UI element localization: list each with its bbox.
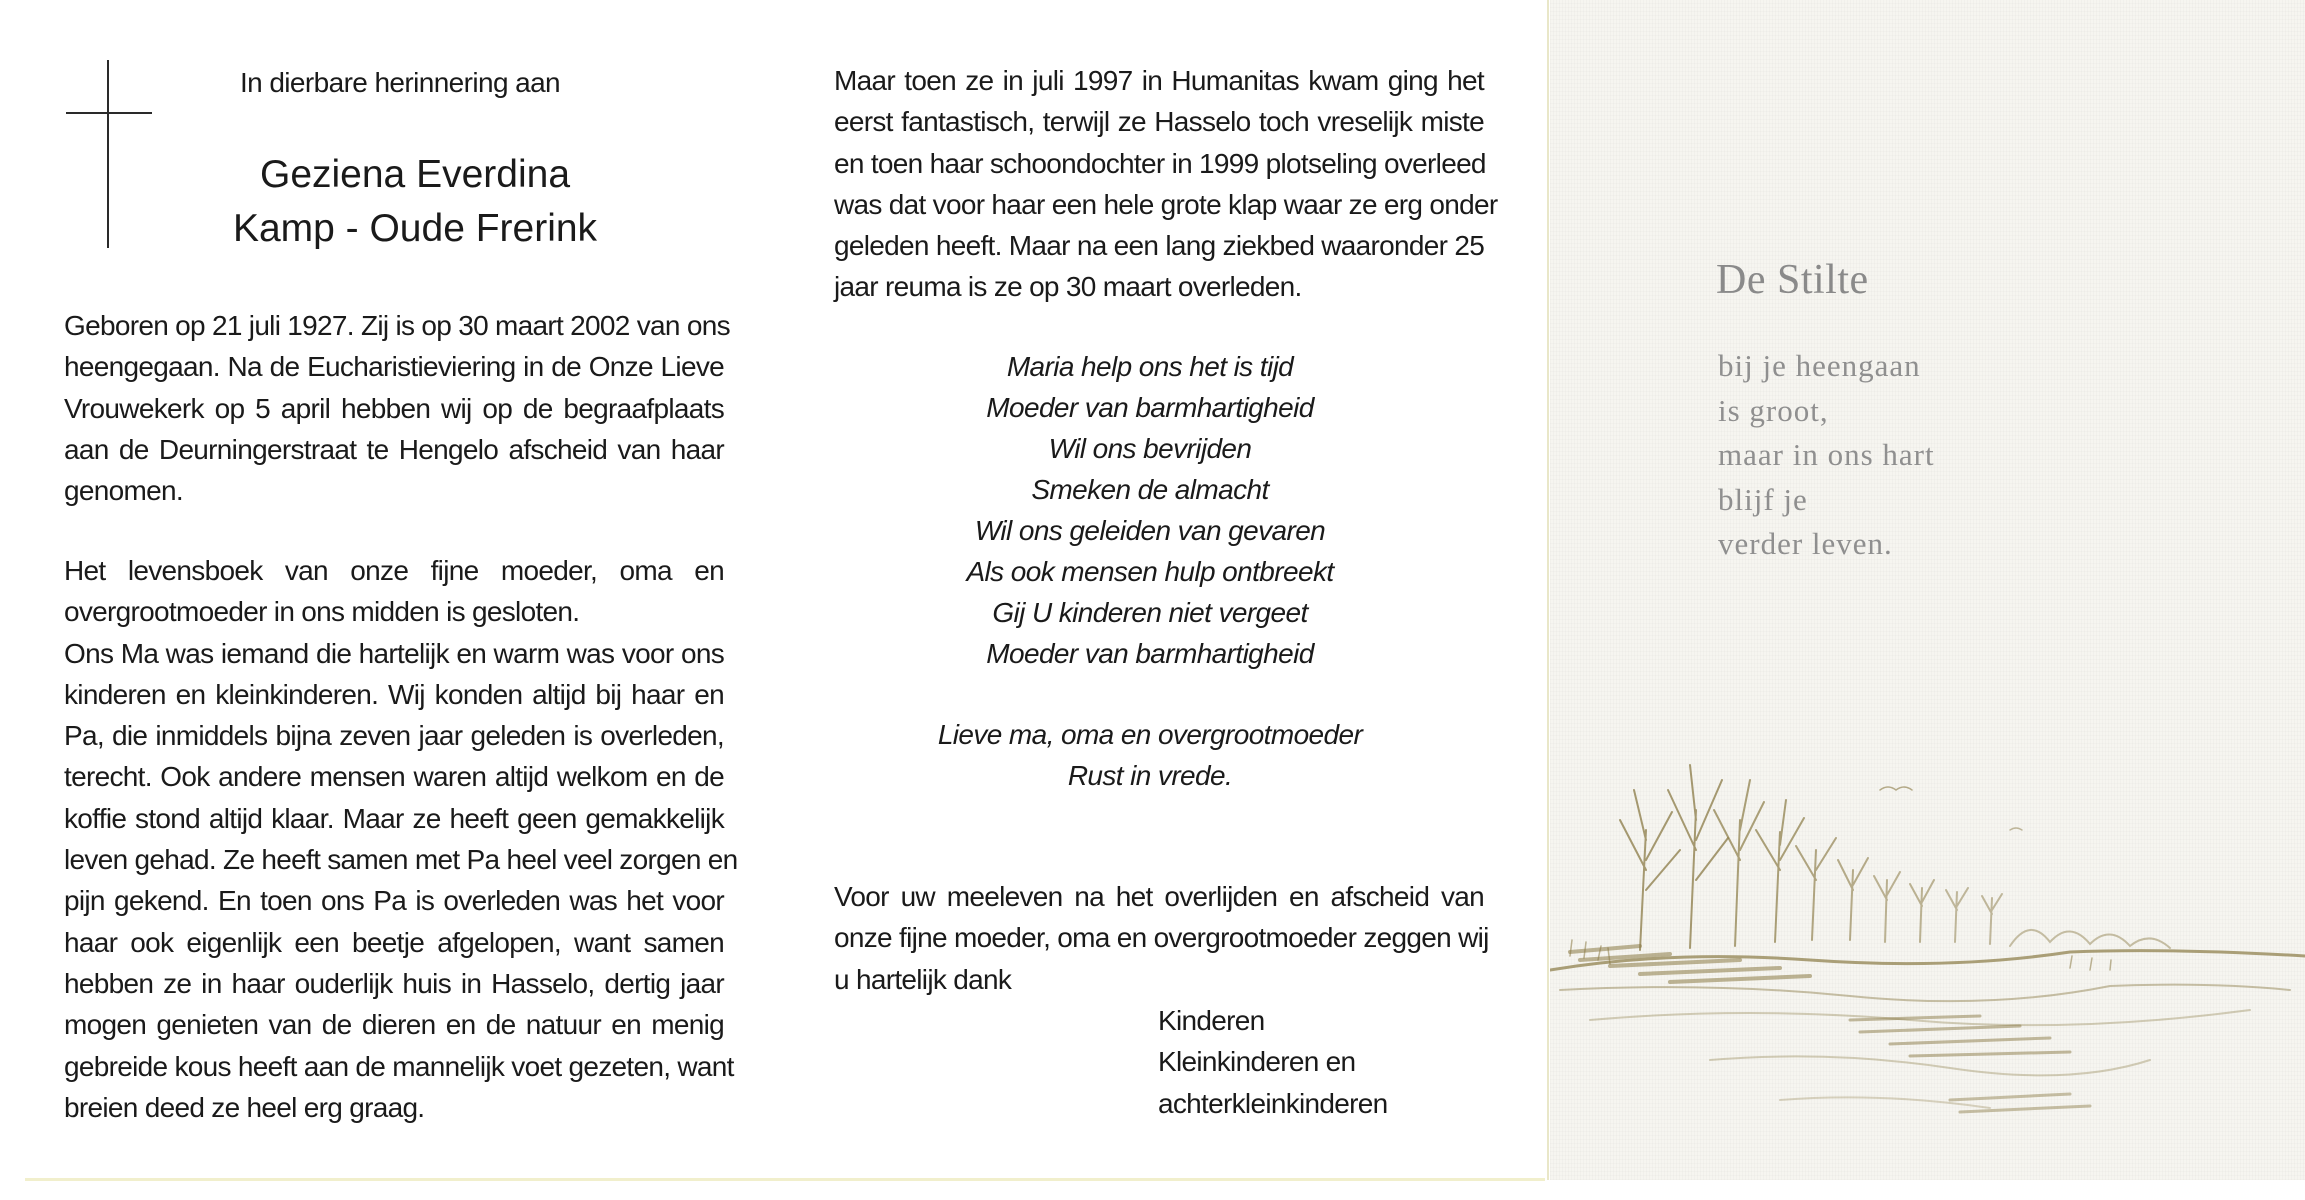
text-line: kinderen en kleinkinderen. Wij konden altijd bij haar en: [64, 678, 724, 710]
text-line: koffie stond altijd klaar. Maar ze heeft geen gemakkelijk: [64, 802, 724, 834]
poem-lines: [1718, 344, 1935, 567]
intro-text: In dierbare herinnering aan: [240, 67, 561, 98]
card-bottom-edge: [25, 1178, 1545, 1181]
birth-death-paragraph: [64, 305, 730, 511]
prayer-line: Wil ons bevrijden: [1048, 433, 1252, 464]
text-line: jaar reuma is ze op 30 maart overleden.: [834, 271, 1302, 303]
farewell-block: [900, 714, 1400, 796]
text-line: pijn gekend. En toen ons Pa is overleden was het voor: [64, 885, 724, 917]
text-line: hebben ze in haar ouderlijk huis in Hasselo, dertig jaar: [64, 967, 724, 999]
farewell-line: Rust in vrede.: [1067, 760, 1233, 791]
prayer-line: Gij U kinderen niet vergeet: [992, 597, 1308, 628]
text-line: Het levensboek van onze fijne moeder, oma en: [64, 555, 724, 586]
cross-icon-horizontal: [66, 112, 152, 114]
text-line: Voor uw meeleven na het overlijden en afscheid van: [834, 881, 1484, 912]
text-line: genomen.: [64, 475, 183, 507]
text-line: breien deed ze heel erg graag.: [64, 1091, 425, 1123]
text-line: en toen haar schoondochter in 1999 plotseling overleed: [834, 147, 1486, 179]
later-life-paragraph: [834, 60, 1498, 308]
text-line: was dat voor haar een hele grote klap waar ze erg onder: [834, 188, 1498, 220]
deceased-first-names: Geziena Everdina: [259, 153, 571, 196]
deceased-surname: Kamp - Oude Frerink: [232, 207, 598, 250]
poem-title: De Stilte: [1716, 257, 1869, 303]
text-line: Pa, die inmiddels bijna zeven jaar geleden is overleden,: [64, 720, 724, 752]
text-line: leven gehad. Ze heeft samen met Pa heel veel zorgen en: [64, 844, 738, 876]
landscape-illustration: [1550, 720, 2305, 1180]
prayer-block: [900, 346, 1400, 674]
poem-line: verder leven.: [1718, 526, 1893, 561]
text-line: onze fijne moeder, oma en overgrootmoeder zeggen wij: [834, 922, 1489, 954]
text-line: gebreide kous heeft aan de mannelijk voet gezeten, want: [64, 1050, 734, 1082]
signature-block: [1158, 1000, 1388, 1124]
signature-line: Kinderen: [1158, 1005, 1265, 1036]
prayer-line: Moeder van barmhartigheid: [986, 392, 1314, 423]
text-line: terecht. Ook andere mensen waren altijd welkom en de: [64, 761, 724, 793]
poem-line: is groot,: [1718, 392, 1829, 428]
life-story-paragraph: [64, 550, 738, 1128]
fold-line: [1547, 0, 1549, 1180]
text-line: aan de Deurningerstraat te Hengelo afscheid van haar: [64, 433, 724, 465]
prayer-line: Moeder van barmhartigheid: [986, 638, 1314, 669]
text-line: haar ook eigenlijk een beetje afgelopen, want samen: [64, 926, 724, 958]
text-line: eerst fantastisch, terwijl ze Hasselo toch vreselijk miste: [834, 106, 1484, 138]
prayer-line: Maria help ons het is tijd: [1006, 351, 1294, 382]
poem-line: blijf je: [1718, 481, 1808, 517]
text-line: heengegaan. Na de Eucharistieviering in de Onze Lieve: [64, 351, 724, 383]
text-line: geleden heeft. Maar na een lang ziekbed waaronder 25: [834, 230, 1485, 262]
text-line: overgrootmoeder in ons midden is gesloten.: [64, 596, 580, 628]
text-line: Ons Ma was iemand die hartelijk en warm was voor ons: [64, 637, 724, 669]
signature-line: achterkleinkinderen: [1158, 1087, 1388, 1119]
farewell-line: Lieve ma, oma en overgrootmoeder: [937, 719, 1363, 750]
cross-icon-vertical: [107, 60, 109, 248]
text-line: Vrouwekerk op 5 april hebben wij op de begraafplaats: [64, 392, 724, 424]
poem-line: bij je heengaan: [1718, 348, 1921, 383]
prayer-line: Smeken de almacht: [1031, 474, 1269, 505]
text-line: Maar toen ze in juli 1997 in Humanitas kwam ging het: [834, 65, 1484, 96]
signature-line: Kleinkinderen en: [1158, 1046, 1356, 1078]
prayer-line: Wil ons geleiden van gevaren: [974, 515, 1326, 546]
poem-line: maar in ons hart: [1718, 437, 1935, 472]
prayer-line: Als ook mensen hulp ontbreekt: [966, 556, 1334, 587]
thanks-paragraph: [834, 876, 1489, 1000]
left-panel: [0, 0, 770, 1180]
text-line: u hartelijk dank: [834, 963, 1012, 995]
text-line: mogen genieten van de dieren en de natuur en menig: [64, 1009, 724, 1041]
text-line: Geboren op 21 juli 1927. Zij is op 30 maart 2002 van ons: [64, 310, 730, 341]
